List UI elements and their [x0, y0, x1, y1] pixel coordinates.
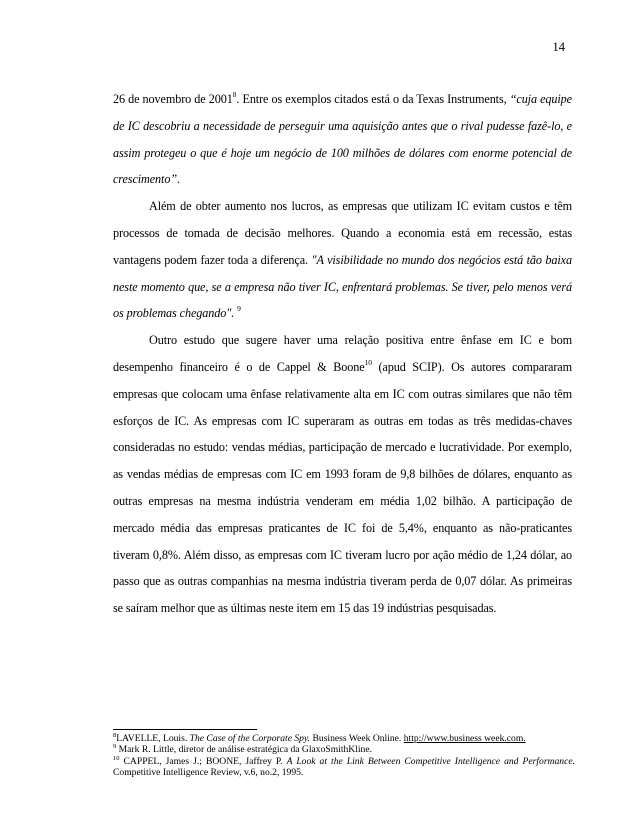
paragraph-1 — [113, 86, 572, 193]
footnote-author: LAVELLE, Louis. — [116, 733, 190, 744]
footnote-number: 9 — [113, 743, 117, 751]
paragraph-1-mid: . Entre os exemplos citados está o da Texas Instruments, — [236, 92, 510, 106]
paragraph-1-quote: “cuja equipe de IC descobriu a necessidade de perseguir uma aquisição antes que o rival pudesse fazê-lo, e assim protegeu o que é hoje um negócio de 100 milhões de dólares com enorme potencial de crescimento” — [113, 92, 572, 187]
footnote-ref-8[interactable]: 8 — [232, 90, 237, 99]
paragraph-3 — [113, 327, 572, 622]
footnote-ref-10[interactable]: 10 — [364, 357, 372, 367]
paragraph-2-quote: "A visibilidade no mundo dos negócios está tão baixa neste momento que, se a empresa não tiver IC, enfrentará problemas. Se tiver, pelo menos verá os problemas chegando". — [113, 252, 572, 321]
footnote-title: The Case of the Corporate Spy. — [189, 733, 311, 744]
footnote-10 — [113, 756, 575, 779]
footnote-8 — [113, 733, 575, 744]
footnote-author: CAPPEL, James J.; BOONE, Jaffrey P. — [119, 755, 287, 767]
body-text — [113, 86, 572, 622]
paragraph-2 — [113, 193, 572, 327]
footnote-9 — [113, 744, 575, 755]
footnote-source: Competitive Intelligence Review, v.6, no.2, 1995. — [113, 767, 304, 779]
footnote-number: 8 — [113, 732, 117, 739]
footnote-number: 10 — [113, 754, 120, 762]
footnotes — [113, 733, 575, 779]
footnote-separator — [113, 729, 257, 730]
paragraph-1-lead: 26 de novembro de 2001 — [113, 92, 233, 106]
paragraph-3-rest: (apud SCIP). Os autores compararam empresas que colocam uma ênfase relativamente alta em IC com outras similares que não têm esforços de IC. As empresas com IC superaram as outras em todas as três medidas-chaves consideradas no estudo: vendas médias, participação de mercado e lucratividade. Por exemplo, as vendas médias de empresas com IC em 1993 foram de 9,8 bilhões de dólares, enquanto as outras empresas na mesma indústria venderam em média 1,02 bilhão. A participação de mercado média das empresas praticantes de IC foi de 5,4%, enquanto as não-praticantes tiveram 0,8%. Além disso, as empresas com IC tiveram lucro por ação médio de 1,24 dólar, ao passo que as outras companhias na mesma indústria tiveram perda de 0,07 dólar. As primeiras se saíram melhor que as últimas neste item em 15 das 19 indústrias pesquisadas. — [113, 359, 572, 616]
paragraph-1-end: . — [177, 172, 180, 187]
paragraph-2-text: Além de obter aumento nos lucros, as empresas que utilizam IC evitam custos e têm processos de tomada de decisão melhores. Quando a economia está em recessão, estas vantagens podem fazer toda a diferença. — [113, 199, 572, 267]
footnote-title: A Look at the Link Between Competitive Intelligence and Performance. — [286, 755, 575, 767]
page-number: 14 — [552, 40, 565, 54]
footnote-text: Mark R. Little, diretor de análise estratégica da GlaxoSmithKline. — [116, 744, 373, 756]
footnote-link[interactable]: http://www.business week.com. — [403, 733, 526, 744]
footnote-ref-9[interactable]: 9 — [237, 304, 241, 314]
footnote-source: Business Week Online. — [310, 733, 404, 744]
paragraph-3-lead: Outro estudo que sugere haver uma relação positiva entre ênfase em IC e bom desempenho financeiro é o de Cappel & Boone — [113, 333, 572, 374]
